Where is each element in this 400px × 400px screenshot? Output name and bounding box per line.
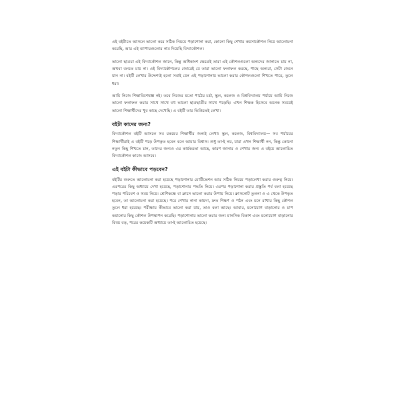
intro-paragraph-1: এই বইটাতে আসলে ভালো করে সঠিক নিয়মে পড়াশোনা করা, কোনো কিছু শেখার কয়সাকৌশল নিয়ে আলোচনা করেছি, আর এই ব্যাপারগুলোর নাম দিয়েছি বিদ্যাকৌশল। bbox=[112, 39, 293, 52]
section-how-to-read-paragraph: বইটির শুরুতে আলোচনা করা হয়েছে পড়াশোনার মোটিভেশন আর সঠিক নিয়মে পড়ালেখা করার গুরুত্ব নিয়ে। এরপরের কিছু অধ্যায়ে দেখা হয়েছে, পড়াশোনার পদ্ধতি নিয়ে। এরপর পড়াশোনা করার প্রস্তুতি পর্ব বলা হয়েছে পড়ার পরিবেশ ও সময় নিয়ে। শ্রেণিকক্ষে বা ক্লাসে ভালো করার উপায় নিয়ে। ক্লাসনোট তুলনা ও এ থেকে উপকৃত হবেন, তা আলোচনা করা হয়েছে। পরে শেখার নানা কায়দা, দ্রুত শিক্ষণ ও পঠন এবং মনে রাখার কিছু কৌশল তুলে ধরা হয়েছে। পরীক্ষায় কীভাবে ভালো করা যায়, তাও বলা আছে। আবার, মনোযোগ বাড়ানোর ও চাপ কমানোর কিছু কৌশল উপস্থাপন করেছি। পড়াশোনায় ভালো করার জন্য মানসিক বিকাশ এবং মনোযোগ বাড়ানোর বিষয় বড়, পরের কয়েকটি অধ্যায়ে তা-ই আলোচিত হয়েছে। bbox=[112, 176, 293, 225]
page-text-column bbox=[112, 38, 293, 232]
section-heading-how-to-read: এই বইটা কীভাবে পড়বেন? bbox=[112, 167, 168, 174]
section-heading-audience: বইটা কাদের জন্য? bbox=[112, 121, 151, 128]
intro-paragraph-3: আমি নিজে শিক্ষাবিশেষজ্ঞ নই। তবে নিজের মতো পাঠের চর্চা, স্কুল, কলেজ ও বিশ্ববিদ্যালয় পর্যায়ে আমি নিজে ভালো ফলাফল করার সাথে সাথে বহু ভালো ছাত্রছাত্রীর সাথে পড়েছি। এখন শিক্ষক হিসেবে অনেক সময়েই ভালো শিক্ষার্থীদের খুব কাছে দেখেছি। এ বইটি তার ভিত্তিতেই লেখা। bbox=[112, 93, 293, 113]
section-audience-paragraph: বিদ্যাকৌশল বইটি আসলে সব রকমের শিক্ষার্থীর জন্যই লেখা। স্কুল, কলেজ, বিশ্ববিদ্যালয়— সব পর্যায়ের শিক্ষার্থীরাই এ বইটি পড়ে উপকৃত হবেন বলে আমার বিশ্বাস। শুধু তা-ই নয়, যারা এখন শিক্ষার্থী নন, কিন্তু কোনো নতুন কিছু শিখতে চান, তাদের জন্যও এর কার্যকরতা আছে, কারণ জানার ও শেখার জন্য এ বইয়ে আলোচিত বিদ্যাকৌশল কাজে আসবে। bbox=[112, 131, 293, 158]
intro-paragraph-2: ভালো ছাত্ররা এই বিদ্যাকৌশল জানে, কিন্তু অধিকাংশ ক্ষেত্রেই তারা এই কৌশলগুলো অন্যদের জানাতে চায় না, অথবা বলতে চায় না। এই বিদ্যাকৌশলের জোরেই যে তারা ভালো ফলাফল করছে, পাছে অন্যরা, সেটা জেনে যান না। বইটি লেখার উদ্দেশ্যই হলো সবাই যেন এই পড়াশোনায় ভালো করার কৌশলগুলো শিখতে পারে, তুলে ধরা। bbox=[112, 58, 293, 86]
